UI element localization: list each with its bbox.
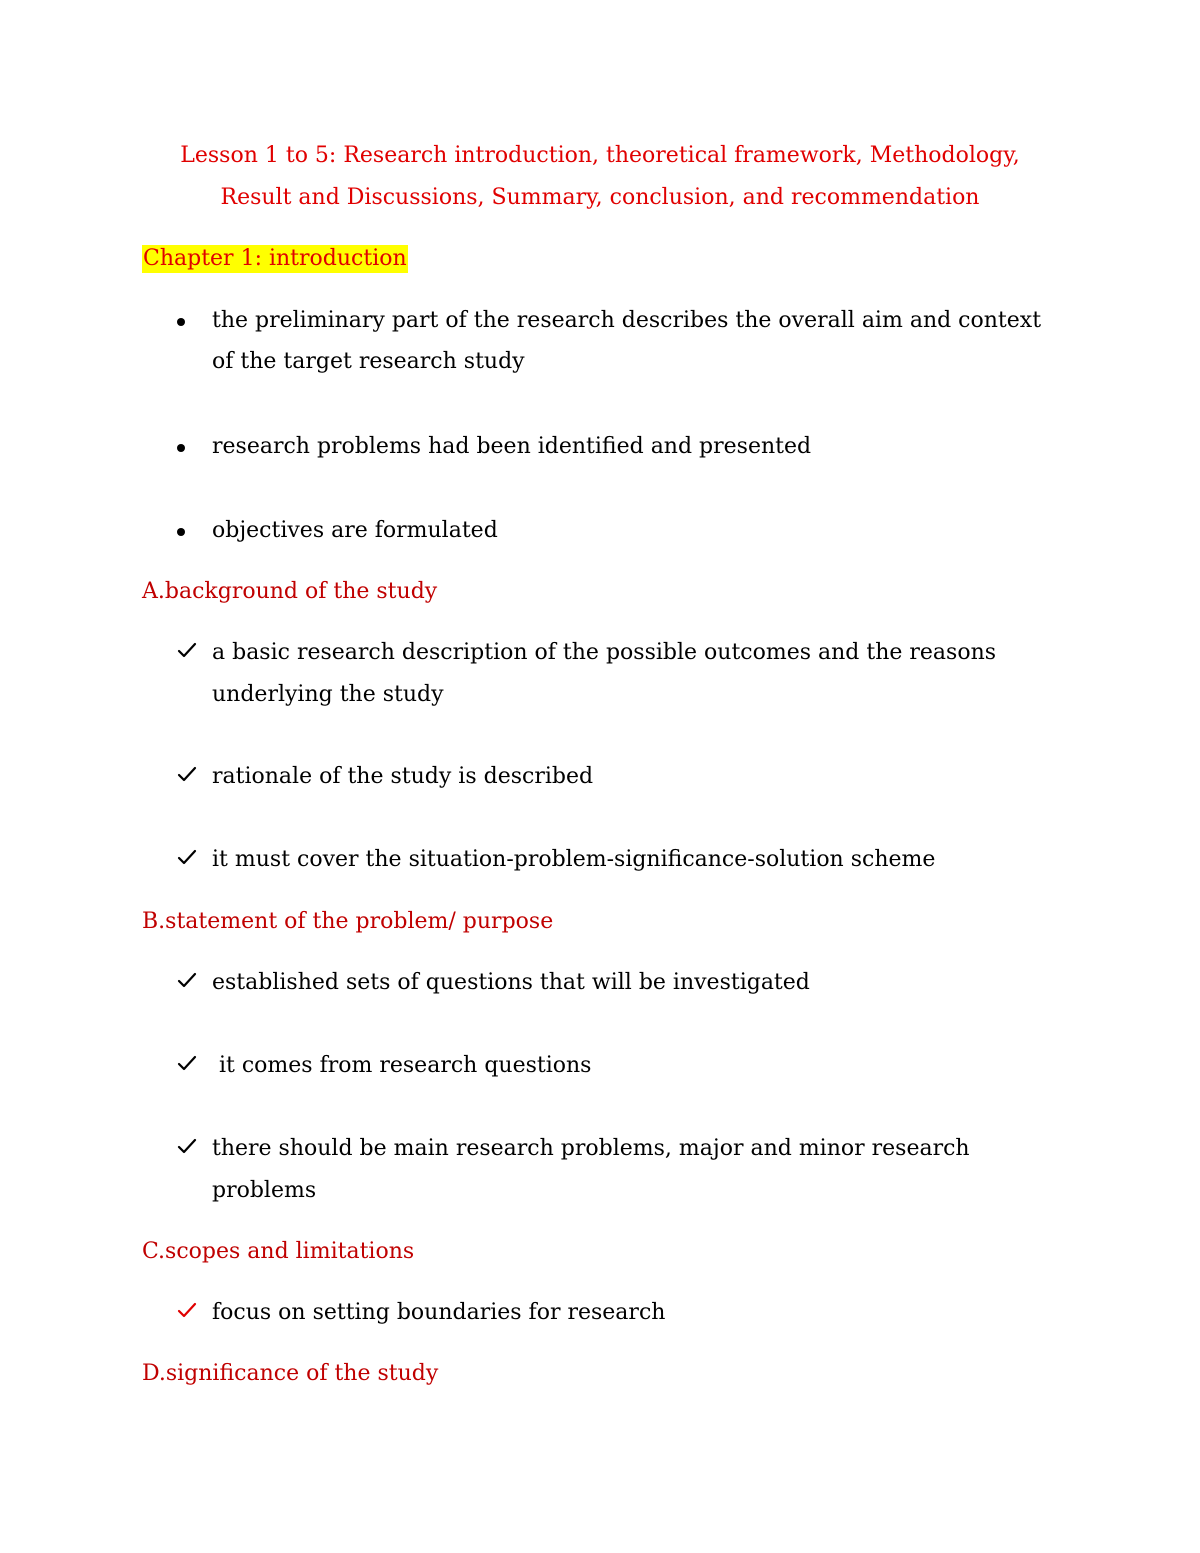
section-a-item-1-line-1: a basic research description of the possible outcomes and the reasons [212, 640, 997, 665]
document-title-line-1: Lesson 1 to 5: Research introduction, theoretical framework, Methodology, [180, 143, 1020, 168]
section-b-item-1: established sets of questions that will be investigated [212, 970, 810, 995]
chapter-1-bullet-1-line-2: of the target research study [212, 349, 525, 374]
checkmark-icon [176, 639, 198, 661]
checkmark-icon [176, 969, 198, 991]
section-a-item-1-line-2: underlying the study [212, 682, 444, 707]
checkmark-icon [176, 1299, 198, 1321]
checkmark-icon [176, 846, 198, 868]
section-b-heading: B.statement of the problem/ purpose [142, 909, 554, 934]
checkmark-icon [176, 1052, 198, 1074]
section-b-item-3-line-1: there should be main research problems, major and minor research [212, 1136, 970, 1161]
checkmark-icon [176, 1135, 198, 1157]
section-a-item-3: it must cover the situation-problem-significance-solution scheme [212, 847, 936, 872]
document-title-line-2: Result and Discussions, Summary, conclusion, and recommendation [220, 185, 980, 210]
section-c-item-1: focus on setting boundaries for research [212, 1300, 666, 1325]
checkmark-icon [176, 763, 198, 785]
section-d-heading: D.significance of the study [142, 1361, 439, 1386]
chapter-1-bullet-2: research problems had been identified and presented [212, 434, 812, 459]
bullet-dot-icon [177, 528, 185, 536]
chapter-1-heading: Chapter 1: introduction [143, 246, 407, 271]
bullet-dot-icon [177, 444, 185, 452]
section-a-heading: A.background of the study [142, 579, 438, 604]
chapter-1-bullet-3: objectives are formulated [212, 518, 498, 543]
bullet-dot-icon [177, 318, 185, 326]
section-a-item-2: rationale of the study is described [212, 764, 594, 789]
section-b-item-2: it comes from research questions [212, 1053, 592, 1078]
section-c-heading: C.scopes and limitations [142, 1239, 415, 1264]
section-b-item-3-line-2: problems [212, 1178, 317, 1203]
chapter-1-bullet-1-line-1: the preliminary part of the research describes the overall aim and context [212, 308, 1042, 333]
